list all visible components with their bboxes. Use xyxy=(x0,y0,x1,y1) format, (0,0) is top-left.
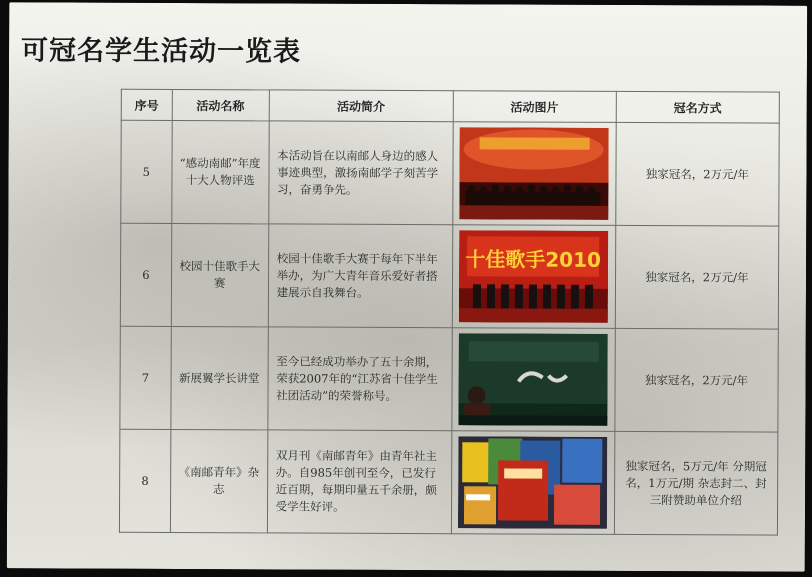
header-desc: 活动简介 xyxy=(269,90,453,122)
header-name: 活动名称 xyxy=(172,89,269,120)
row-number: 5 xyxy=(121,120,172,223)
header-image: 活动图片 xyxy=(453,91,616,123)
activity-description: 本活动旨在以南邮人身边的感人事迹典型，激扬南邮学子刻苦学习，奋勇争先。 xyxy=(268,121,453,225)
sponsorship-mode: 独家冠名，5万元/年 分期冠名，1万元/期 杂志封二、封三附赞助单位介绍 xyxy=(614,431,778,535)
header-no: 序号 xyxy=(121,89,172,120)
banner-text: 十佳歌手2010 xyxy=(465,247,602,272)
activity-description: 校园十佳歌手大赛于每年下半年举办，为广大青年音乐爱好者搭建展示自我舞台。 xyxy=(268,224,453,328)
sponsorship-mode: 独家冠名，2万元/年 xyxy=(615,122,779,226)
activity-name: 新展翼学长讲堂 xyxy=(171,326,268,429)
table-row xyxy=(120,223,778,329)
row-number: 8 xyxy=(119,429,170,532)
activity-description: 至今已经成功举办了五十余期，荣获2007年的“江苏省十佳学生社团活动”的荣誉称号。 xyxy=(268,327,453,431)
table-header-row xyxy=(121,89,779,123)
activity-table xyxy=(119,89,780,536)
activity-image-cell xyxy=(453,122,616,226)
page-title: 可冠名学生活动一览表 xyxy=(20,35,302,68)
activity-image-cell xyxy=(452,225,615,329)
activity-name: 校园十佳歌手大赛 xyxy=(171,223,268,326)
sponsorship-mode: 独家冠名，2万元/年 xyxy=(615,225,779,329)
lecture-photo xyxy=(459,333,608,426)
singer-contest-photo xyxy=(459,230,608,323)
activity-name: 《南邮青年》杂志 xyxy=(170,429,267,532)
page xyxy=(7,2,807,571)
table-row xyxy=(120,326,778,432)
activity-image-cell xyxy=(452,328,615,432)
table-row xyxy=(119,429,777,535)
table-row xyxy=(121,120,779,226)
event-stage-photo xyxy=(460,127,609,220)
row-number: 7 xyxy=(120,326,171,429)
header-mode: 冠名方式 xyxy=(616,91,779,123)
activity-image-cell xyxy=(451,431,614,535)
sponsorship-mode: 独家冠名，2万元/年 xyxy=(615,328,779,432)
magazines-photo xyxy=(458,436,607,529)
row-number: 6 xyxy=(120,223,171,326)
activity-description: 双月刊《南邮青年》由青年社主办。自985年创刊至今，已发行近百期，每期印量五千余册，颇受学生好评。 xyxy=(267,430,452,534)
activity-name: “感动南邮”年度十大人物评选 xyxy=(171,120,268,223)
